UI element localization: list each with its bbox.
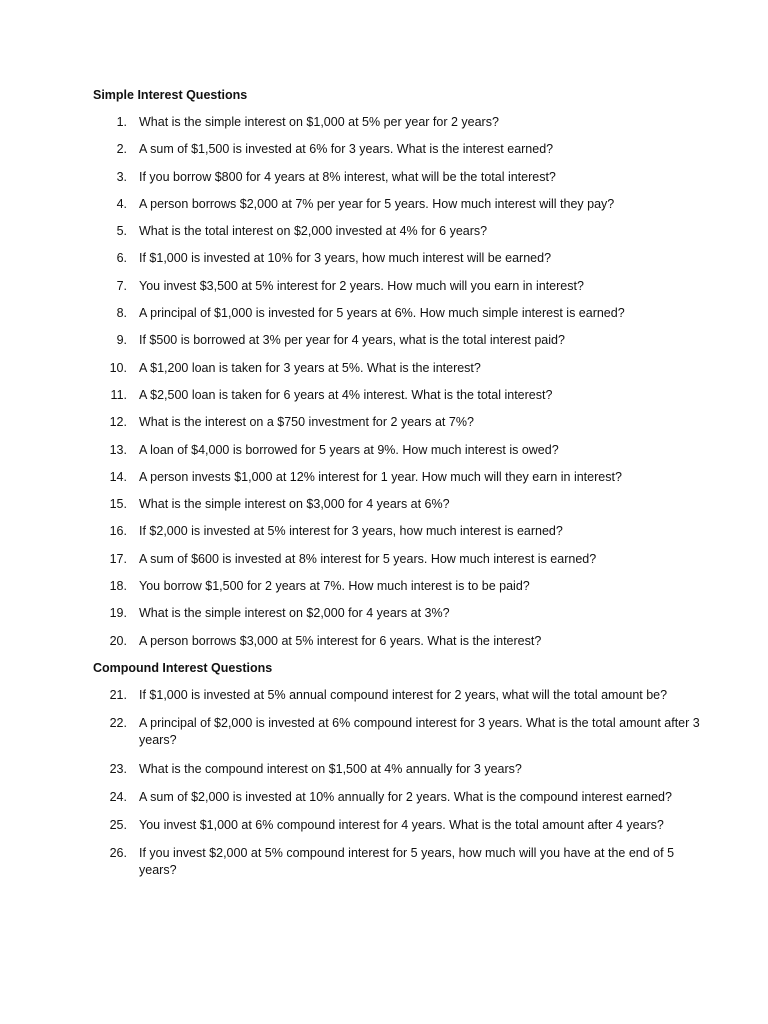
question-number: 15. bbox=[109, 497, 127, 512]
question-item bbox=[93, 551, 708, 568]
question-number: 1. bbox=[116, 115, 127, 129]
question-text: You invest $3,500 at 5% interest for 2 years. How much will you earn in interest? bbox=[139, 278, 584, 293]
question-text: What is the simple interest on $2,000 for 4 years at 3%? bbox=[139, 606, 450, 621]
question-item bbox=[93, 605, 708, 622]
question-number: 10. bbox=[109, 360, 127, 375]
question-text: A person invests $1,000 at 12% interest for 1 year. How much will they earn in interest? bbox=[139, 469, 622, 484]
question-number: 16. bbox=[109, 524, 127, 539]
question-number: 5. bbox=[116, 224, 127, 239]
question-number: 20. bbox=[109, 633, 127, 648]
question-text: What is the simple interest on $1,000 at 5% per year for 2 years? bbox=[139, 115, 499, 129]
question-item bbox=[93, 169, 708, 186]
question-text: What is the compound interest on $1,500 at 4% annually for 3 years? bbox=[139, 761, 522, 776]
question-item bbox=[93, 305, 708, 322]
question-text: A sum of $1,500 is invested at 6% for 3 years. What is the interest earned? bbox=[139, 142, 554, 157]
question-text: If you invest $2,000 at 5% compound interest for 5 years, how much will you have at the end of 5 years? bbox=[139, 845, 675, 878]
question-item bbox=[93, 223, 708, 240]
question-item bbox=[93, 523, 708, 540]
question-item bbox=[93, 360, 708, 377]
question-number: 26. bbox=[109, 845, 127, 860]
question-text: If $1,000 is invested at 10% for 3 years, how much interest will be earned? bbox=[139, 251, 552, 266]
question-number: 6. bbox=[116, 251, 127, 266]
section-heading-simple-interest: Simple Interest Questions bbox=[93, 88, 248, 102]
question-number: 18. bbox=[109, 579, 127, 594]
question-number: 9. bbox=[116, 333, 127, 348]
section-heading-compound-interest: Compound Interest Questions bbox=[93, 660, 273, 675]
question-item bbox=[93, 114, 708, 131]
question-item bbox=[93, 442, 708, 459]
question-number: 12. bbox=[109, 415, 127, 430]
question-text: A loan of $4,000 is borrowed for 5 years at 9%. How much interest is owed? bbox=[139, 442, 559, 457]
question-number: 21. bbox=[109, 687, 127, 702]
question-text: A $2,500 loan is taken for 6 years at 4% interest. What is the total interest? bbox=[139, 387, 553, 402]
question-item bbox=[93, 817, 708, 834]
question-item bbox=[93, 845, 708, 880]
question-item bbox=[93, 414, 708, 431]
question-item bbox=[93, 789, 708, 806]
question-number: 3. bbox=[116, 169, 127, 184]
question-number: 22. bbox=[109, 716, 127, 731]
question-item bbox=[93, 761, 708, 778]
question-text: What is the interest on a $750 investment for 2 years at 7%? bbox=[139, 415, 474, 430]
question-text: A principal of $1,000 is invested for 5 years at 6%. How much simple interest is earned? bbox=[139, 306, 625, 321]
compound-interest-question-list bbox=[93, 687, 708, 880]
question-text: If $2,000 is invested at 5% interest for 3 years, how much interest is earned? bbox=[139, 524, 563, 539]
question-number: 11. bbox=[110, 387, 127, 402]
question-item bbox=[93, 687, 708, 704]
question-text: A principal of $2,000 is invested at 6% compound interest for 3 years. What is the total amount after 3 years? bbox=[139, 716, 700, 748]
question-number: 13. bbox=[109, 442, 127, 457]
question-text: What is the total interest on $2,000 invested at 4% for 6 years? bbox=[139, 224, 488, 239]
question-text: You invest $1,000 at 6% compound interest for 4 years. What is the total amount after 4 years? bbox=[139, 817, 664, 832]
question-item bbox=[93, 196, 708, 213]
question-item bbox=[93, 141, 708, 158]
question-item bbox=[93, 496, 708, 513]
question-item bbox=[93, 278, 708, 295]
question-text: If $1,000 is invested at 5% annual compound interest for 2 years, what will the total amount be? bbox=[139, 687, 668, 702]
question-number: 24. bbox=[109, 789, 127, 804]
question-number: 17. bbox=[109, 551, 127, 566]
question-number: 19. bbox=[109, 606, 127, 621]
question-item bbox=[93, 715, 708, 750]
question-text: A person borrows $2,000 at 7% per year for 5 years. How much interest will they pay? bbox=[139, 196, 615, 211]
question-text: If you borrow $800 for 4 years at 8% interest, what will be the total interest? bbox=[139, 169, 556, 184]
question-number: 7. bbox=[116, 278, 127, 293]
question-number: 4. bbox=[116, 196, 127, 211]
question-text: A sum of $600 is invested at 8% interest for 5 years. How much interest is earned? bbox=[139, 551, 597, 566]
question-number: 8. bbox=[116, 306, 127, 321]
question-text: If $500 is borrowed at 3% per year for 4 years, what is the total interest paid? bbox=[139, 333, 565, 348]
question-number: 2. bbox=[116, 142, 127, 157]
question-text: You borrow $1,500 for 2 years at 7%. How much interest is to be paid? bbox=[139, 579, 530, 594]
simple-interest-question-list bbox=[93, 114, 708, 650]
question-text: A $1,200 loan is taken for 3 years at 5%. What is the interest? bbox=[139, 360, 481, 375]
question-text: What is the simple interest on $3,000 for 4 years at 6%? bbox=[139, 497, 450, 512]
question-item bbox=[93, 332, 708, 349]
question-item bbox=[93, 633, 708, 650]
question-text: A person borrows $3,000 at 5% interest for 6 years. What is the interest? bbox=[139, 633, 542, 648]
question-item bbox=[93, 469, 708, 486]
question-number: 14. bbox=[109, 469, 127, 484]
question-item bbox=[93, 250, 708, 267]
question-item bbox=[93, 387, 708, 404]
question-number: 23. bbox=[109, 761, 127, 776]
question-number: 25. bbox=[109, 817, 127, 832]
question-item bbox=[93, 578, 708, 595]
question-text: A sum of $2,000 is invested at 10% annually for 2 years. What is the compound interest earned? bbox=[139, 789, 672, 804]
